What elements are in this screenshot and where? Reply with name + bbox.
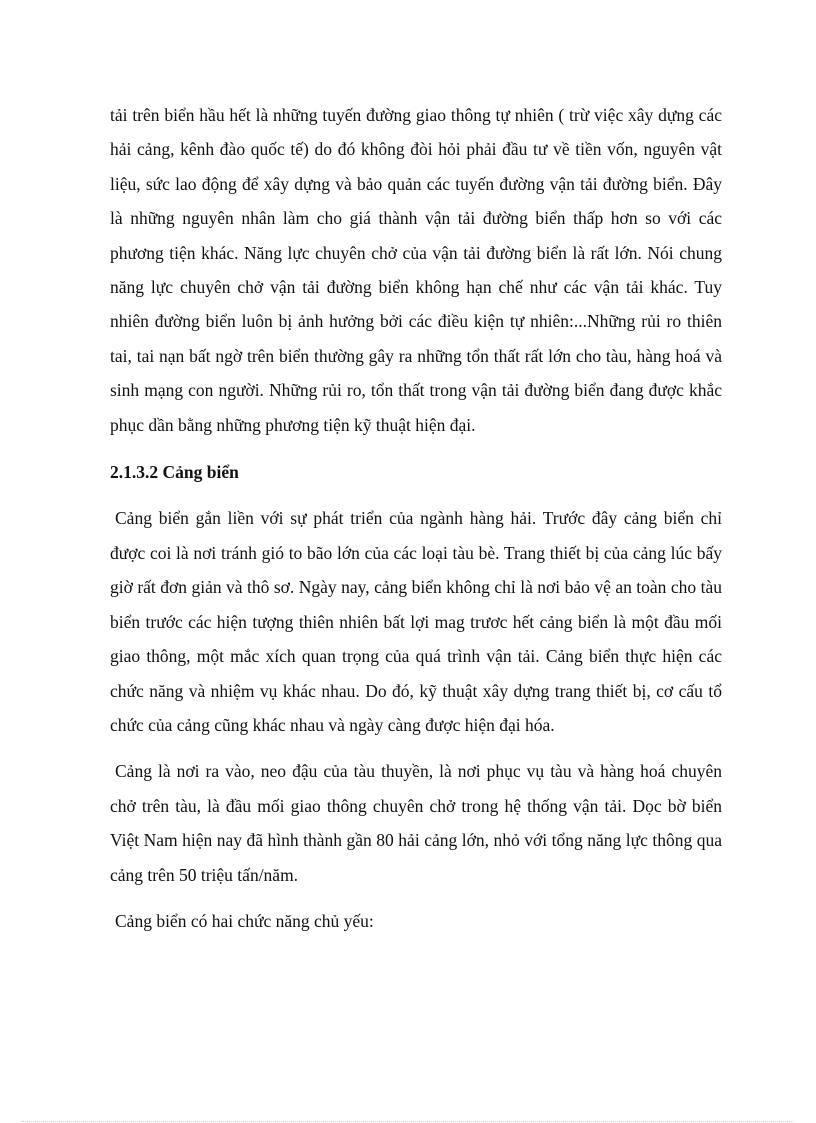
paragraph-seaport-history: Cảng biển gắn liền với sự phát triển của ngành hàng hải. Trước đây cảng biển chỉ được coi là nơi tránh gió to bão lớn của các loại tàu bè. Trang thiết bị của cảng lúc bấy giờ rất đơn giản và thô sơ. Ngày nay, cảng biển không chỉ là nơi bảo vệ an toàn cho tàu biển trước các hiện tượng thiên nhiên bất lợi mag trươc hết cảng biển là một đầu mối giao thông, một mắc xích quan trọng của quá trình vận tải. Cảng biển thực hiện các chức năng và nhiệm vụ khác nhau. Do đó, kỹ thuật xây dựng trang thiết bị, cơ cấu tổ chức của cảng cũng khác nhau và ngày càng được hiện đại hóa. bbox=[110, 508, 722, 735]
section-heading-seaport: 2.1.3.2 Cảng biển bbox=[110, 462, 239, 483]
paragraph-seaport-functions-intro: Cảng biển có hai chức năng chủ yếu: bbox=[115, 910, 374, 931]
page-bottom-divider bbox=[22, 1121, 794, 1122]
paragraph-sea-transport: tải trên biển hầu hết là những tuyến đường giao thông tự nhiên ( trừ việc xây dựng các hải cảng, kênh đào quốc tế) do đó không đòi hỏi phải đầu tư về tiền vốn, nguyên vật liệu, sức lao động để xây dựng và bảo quản các tuyến đường vận tải đường biển. Đây là những nguyên nhân làm cho giá thành vận tải đường biển thấp hơn so với các phương tiện khác. Năng lực chuyên chở của vận tải đường biển là rất lớn. Nói chung năng lực chuyên chở vận tải đường biển không hạn chế như các vận tải khác. Tuy nhiên đường biển luôn bị ảnh hưởng bởi các điều kiện tự nhiên:...Những rủi ro thiên tai, tai nạn bất ngờ trên biển thường gây ra những tổn thất rất lớn cho tàu, hàng hoá và sinh mạng con người. Những rủi ro, tổn thất trong vận tải đường biển đang được khắc phục dần bằng những phương tiện kỹ thuật hiện đại. bbox=[110, 105, 722, 435]
document-body bbox=[110, 98, 722, 938]
paragraph-seaport-definition: Cảng là nơi ra vào, neo đậu của tàu thuyền, là nơi phục vụ tàu và hàng hoá chuyên chở trên tàu, là đầu mối giao thông chuyên chở trong hệ thống vận tải. Dọc bờ biển Việt Nam hiện nay đã hình thành gần 80 hải cảng lớn, nhỏ với tổng năng lực thông qua cảng trên 50 triệu tấn/năm. bbox=[110, 761, 722, 885]
